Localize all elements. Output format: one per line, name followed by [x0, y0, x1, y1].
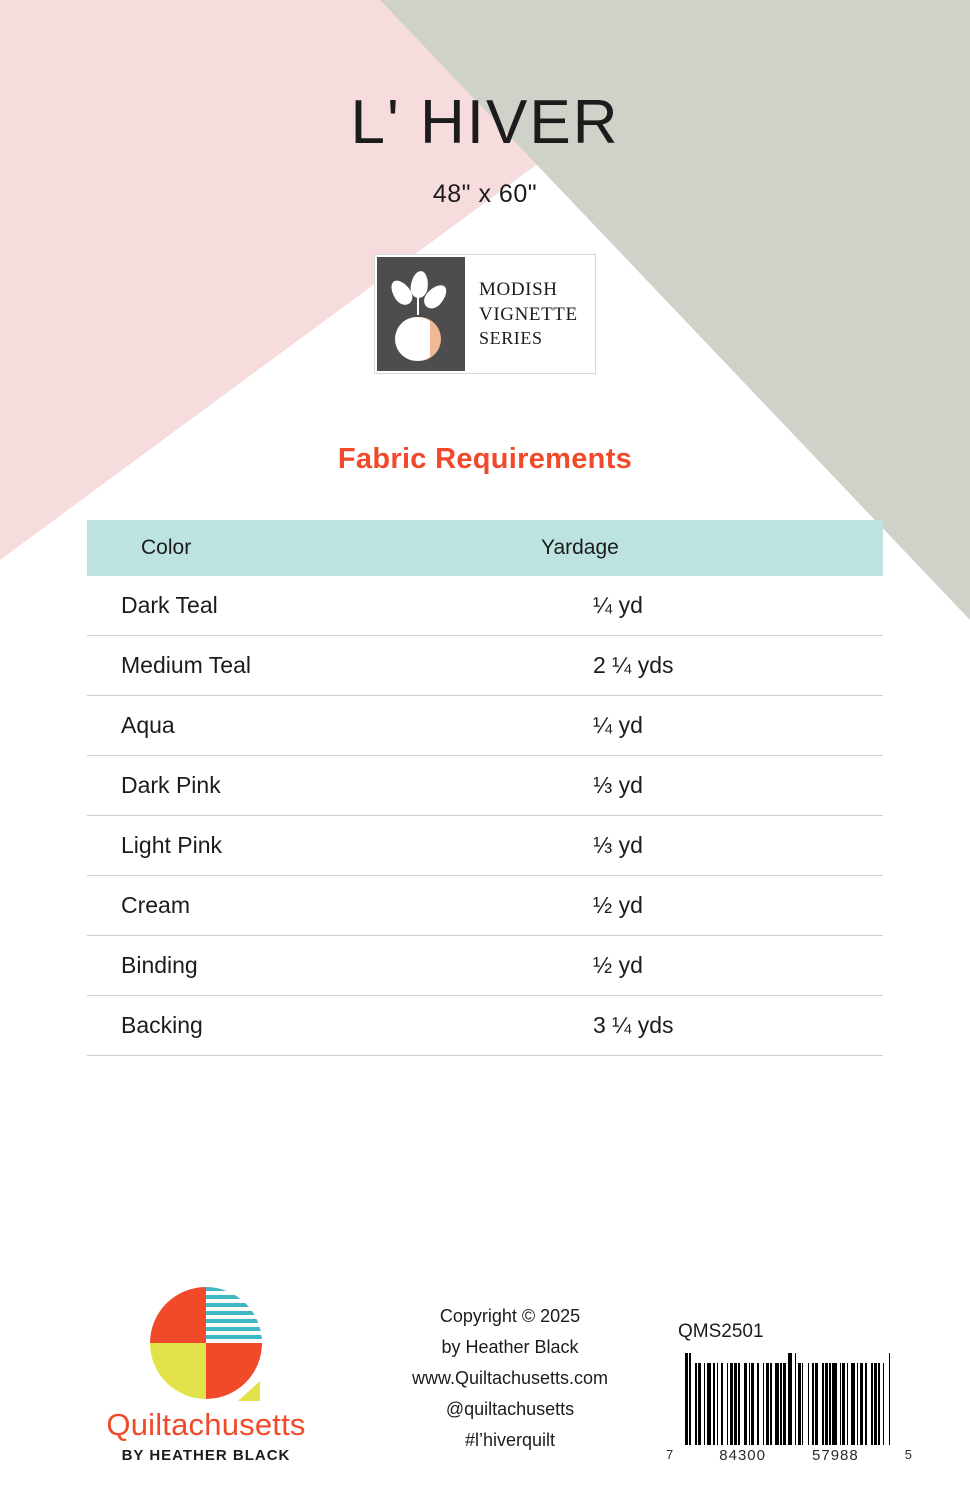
- table-row: [87, 936, 883, 996]
- logo-tail: [238, 1381, 260, 1401]
- copyright-line: Copyright © 2025: [439, 1306, 581, 1327]
- cell-color: Dark Teal: [87, 576, 541, 636]
- table-row: [87, 996, 883, 1056]
- cell-color: Dark Pink: [87, 756, 541, 816]
- copyright-block: [380, 1301, 640, 1464]
- hashtag-line[interactable]: #l’hiverquilt: [464, 1430, 556, 1451]
- barcode-image: [664, 1353, 914, 1445]
- logo-stripes: [206, 1287, 262, 1343]
- series-badge: [375, 255, 595, 373]
- cell-yardage: ¼ yd: [541, 696, 883, 756]
- column-header-color: Color: [87, 520, 541, 576]
- cell-yardage: ½ yd: [541, 876, 883, 936]
- cell-color: Binding: [87, 936, 541, 996]
- sku-code: QMS2501: [678, 1321, 764, 1342]
- brand-logo: [56, 1287, 356, 1464]
- cell-yardage: ⅓ yd: [541, 756, 883, 816]
- quilt-dimensions: 48" x 60": [432, 180, 538, 208]
- cell-yardage: 2 ¼ yds: [541, 636, 883, 696]
- series-line-2: VIGNETTE: [479, 304, 578, 326]
- cell-color: Aqua: [87, 696, 541, 756]
- cell-yardage: ¼ yd: [541, 576, 883, 636]
- series-line-3: SERIES: [479, 328, 543, 349]
- barcode-group-2: 57988: [812, 1447, 859, 1464]
- cell-yardage: ½ yd: [541, 936, 883, 996]
- section-heading: Fabric Requirements: [337, 443, 633, 475]
- barcode-left-digit: 7: [666, 1447, 674, 1462]
- brand-name: Quiltachusetts: [106, 1407, 306, 1442]
- cell-color: Medium Teal: [87, 636, 541, 696]
- table-row: [87, 576, 883, 636]
- barcode-group-1: 84300: [719, 1447, 766, 1464]
- column-header-yardage: Yardage: [541, 520, 883, 576]
- barcode-right-digit: 5: [904, 1447, 912, 1462]
- cell-color: Cream: [87, 876, 541, 936]
- page-title: L' HIVER: [350, 88, 620, 157]
- author-line: by Heather Black: [441, 1337, 579, 1358]
- footer: [0, 1287, 970, 1464]
- cell-yardage: 3 ¼ yds: [541, 996, 883, 1056]
- logo-quadrant-top-left: [150, 1287, 206, 1343]
- social-handle-line[interactable]: @quiltachusetts: [445, 1399, 575, 1420]
- fabric-requirements-table: [87, 520, 883, 1056]
- barcode-digits: [664, 1447, 914, 1464]
- series-line-1: MODISH: [479, 279, 558, 301]
- brand-tagline: BY HEATHER BLACK: [121, 1447, 291, 1464]
- logo-quadrant-bottom-left: [150, 1343, 206, 1399]
- table-row: [87, 696, 883, 756]
- barcode-block: [664, 1321, 914, 1464]
- table-row: [87, 756, 883, 816]
- cell-color: Light Pink: [87, 816, 541, 876]
- series-badge-icon: [377, 257, 465, 371]
- header: [0, 0, 970, 209]
- table-row: [87, 636, 883, 696]
- table-header-row: [87, 520, 883, 576]
- quiltachusetts-mark-icon: [150, 1287, 262, 1399]
- series-badge-text: [465, 257, 593, 371]
- stem-icon: [417, 293, 419, 315]
- cell-color: Backing: [87, 996, 541, 1056]
- website-line[interactable]: www.Quiltachusetts.com: [411, 1368, 609, 1389]
- table-row: [87, 876, 883, 936]
- cell-yardage: ⅓ yd: [541, 816, 883, 876]
- table-row: [87, 816, 883, 876]
